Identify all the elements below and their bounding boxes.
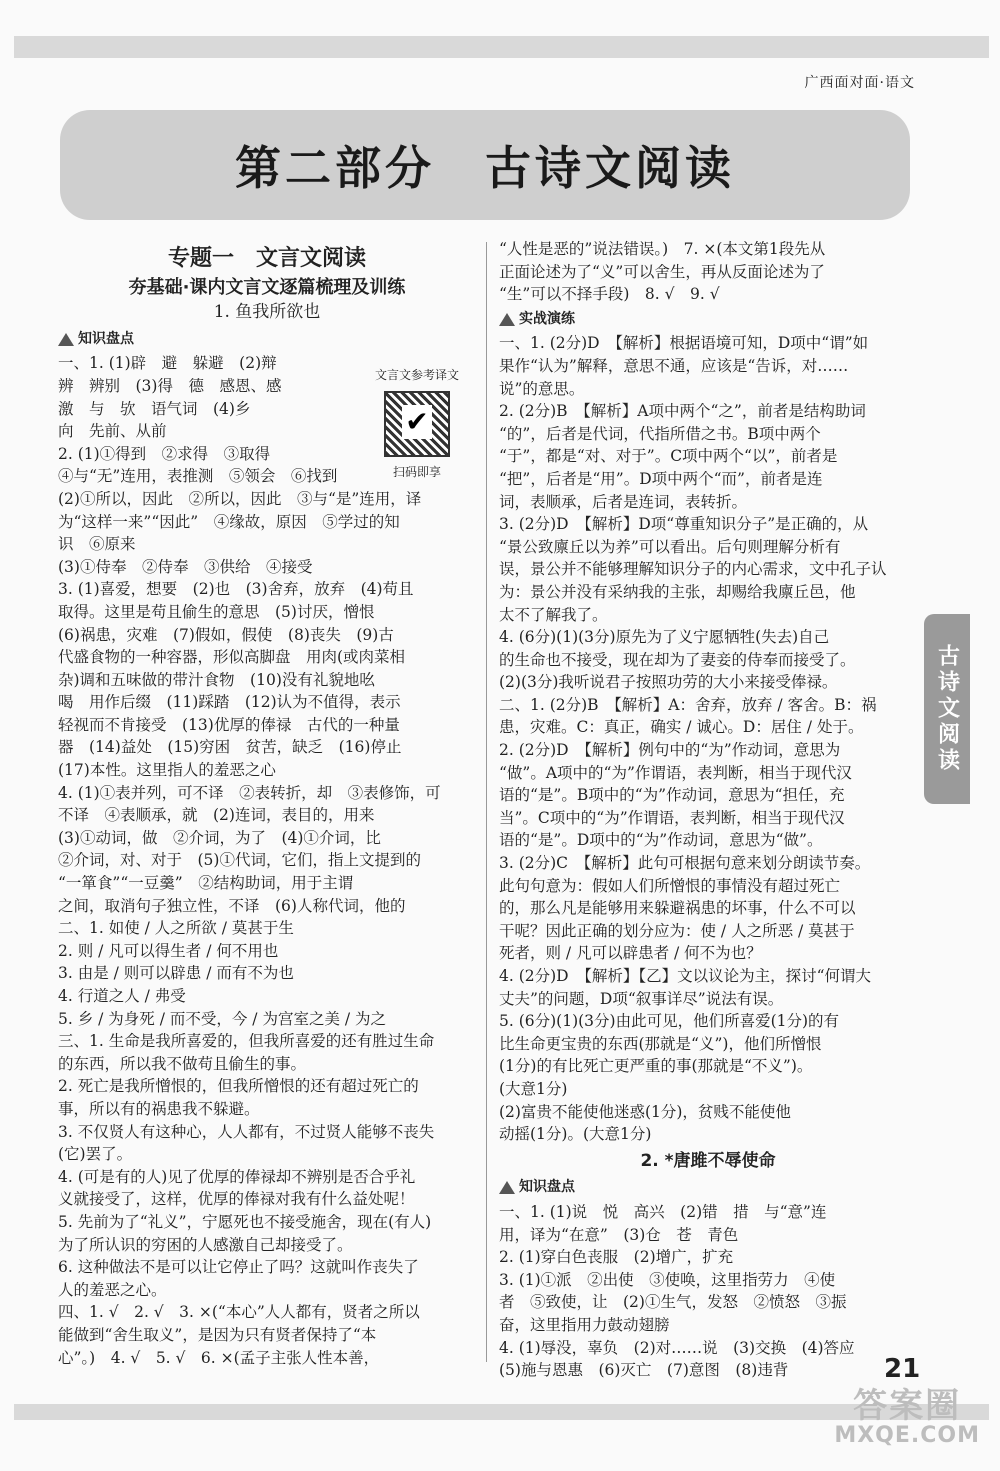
answer-line: 的生命也不接受，现在却为了妻妾的侍奉而接受了。 — [499, 650, 856, 669]
answer-line: 正面论述为了“义”可以舍生，再从反面论述为了 — [499, 262, 825, 281]
answer-line: 4. 行道之人 / 弗受 — [58, 987, 186, 1005]
answer-line: 心”。) 4. √ 5. √ 6. ×(孟子主张人性本善， — [58, 1348, 380, 1367]
answer-line: 3. (2分)D 【解析】D项“尊重知识分子”是正确的，从 — [499, 515, 869, 534]
answer-line: 识 ⑥原来 — [58, 535, 136, 554]
answer-line: 3. (1)①派 ②出使 ③使唤，这里指劳力 ④使 — [499, 1270, 836, 1289]
answer-line: 一、1. (1)说 悦 高兴 (2)错 措 与“意”连 — [499, 1202, 827, 1221]
triangle-icon — [58, 333, 74, 346]
answer-line: 三、1. 生命是我所喜爱的，但我所喜爱的还有胜过生命 — [58, 1032, 435, 1051]
section-label: 知识盘点 — [78, 330, 134, 347]
answer-line: “做”。A项中的“为”作谓语，表判断，相当于现代汉 — [499, 763, 852, 782]
answer-line: 比生命更宝贵的东西(那就是“义”)，他们所憎恨 — [499, 1034, 822, 1053]
answer-line: 人的羞恶之心。 — [58, 1280, 167, 1299]
answer-line: 者 ⑤致使，让 (2)①生气，发怒 ②愤怒 ③振 — [499, 1293, 847, 1312]
answer-line: 此句句意为：假如人们所憎恨的事情没有超过死亡 — [499, 876, 841, 895]
answer-line: ②介词，对、对于 (5)①代词，它们，指上文提到的 — [58, 851, 421, 870]
answer-line: 二、1. (2分)B 【解析】A：舍弃，放弃 / 客舍。B：祸 — [499, 695, 877, 714]
answer-line: 动摇(1分)。(大意1分) — [499, 1125, 652, 1144]
qr-code-icon[interactable] — [384, 391, 450, 457]
answer-line: (2)(3分)我听说君子按照功劳的大小来接受俸禄。 — [499, 673, 838, 692]
answer-line: 词，表顺承，后者是连词，表转折。 — [499, 492, 748, 511]
answer-line: 不译 ④表顺承，就 (2)连词，表目的，用来 — [58, 806, 375, 825]
watermark-site: MXQE.COM — [834, 1423, 980, 1448]
triangle-icon — [499, 313, 515, 326]
answer-line: 当”。C项中的“为”作谓语，表判断，相当于现代汉 — [499, 808, 845, 827]
answer-line: 轻视而不肯接受 (13)优厚的俸禄 古代的一种量 — [58, 715, 400, 734]
answer-line: (大意1分) — [499, 1079, 568, 1098]
answer-line: (17)本性。这里指人的羞恶之心 — [58, 761, 276, 780]
answer-line: (它)罢了。 — [58, 1145, 133, 1164]
answer-line: 6. 这种做法不是可以让它停止了吗？这就叫作丧失了 — [58, 1258, 419, 1277]
page-number: 21 — [884, 1354, 921, 1384]
answer-line: 能做到“舍生取义”，是因为只有贤者保持了“本 — [58, 1325, 377, 1344]
answer-line: (3)①动词，做 ②介词，为了 (4)①介词，比 — [58, 828, 381, 847]
lesson-title: 1. 鱼我所欲也 — [213, 302, 321, 323]
answer-line: 器 (14)益处 (15)穷困 贫苦，缺乏 (16)停止 — [58, 738, 402, 757]
section-subtitle: 夯基础·课内文言文逐篇梳理及训练 — [128, 276, 406, 298]
answer-line: (1分)的有比死亡更严重的事(那就是“不义”)。 — [499, 1057, 813, 1076]
answer-line: 四、1. √ 2. √ 3. ×(“本心”人人都有，贤者之所以 — [58, 1303, 420, 1322]
answer-line: 杂)调和五味做的带汁食物 (10)没有礼貌地吆 — [58, 670, 375, 689]
side-tab[interactable]: 古诗文阅读 — [924, 614, 970, 804]
answer-line: 4. (1)辱没，辜负 (2)对……说 (3)交换 (4)答应 — [499, 1338, 855, 1357]
answer-line: (6)祸患，灾难 (7)假如，假使 (8)丧失 (9)古 — [58, 625, 394, 644]
topic-title: 专题一 文言文阅读 — [167, 246, 366, 271]
answer-list — [58, 352, 476, 1369]
answer-line: 4. (6分)(1)(3分)原先为了义宁愿牺牲(失去)自己 — [499, 628, 830, 647]
answer-line: 一、1. (2分)D 【解析】根据语境可知，D项中“谓”如 — [499, 334, 869, 353]
left-column — [58, 238, 476, 1369]
answer-line: 为了所认识的穷困的人感激自己却接受了。 — [58, 1235, 353, 1254]
answer-line: 干呢？因此正确的划分应为：使 / 人之所恶 / 莫甚于 — [499, 921, 855, 940]
answer-line: “于”，都是“对、对于”。C项中两个“以”，前者是 — [499, 447, 838, 466]
answer-line: 2. (2分)B 【解析】A项中两个“之”，前者是结构助词 — [499, 402, 866, 421]
watermark-logo — [834, 1378, 980, 1448]
answer-line: 死者，则 / 凡可以辟患者 / 何不为也？ — [499, 944, 762, 963]
section-heading — [58, 328, 476, 351]
answer-line: “景公致廪丘以为养”可以看出。后句则理解分析有 — [499, 537, 841, 556]
answer-line: (5)施与恩惠 (6)灭亡 (7)意图 (8)违背 — [499, 1361, 789, 1380]
answer-line: 3. 不仅贤人有这种心，人人都有，不过贤人能够不丧失 — [58, 1122, 435, 1141]
section-heading — [499, 308, 917, 331]
answer-line: 激 与 欤 语气词 (4)乡 — [58, 399, 251, 418]
answer-list — [499, 238, 917, 306]
part-banner — [60, 110, 910, 220]
answer-line: 4. (可是有的人)见了优厚的俸禄却不辨别是否合乎礼 — [58, 1167, 416, 1186]
lesson-title: 2. *唐雎不辱使命 — [640, 1150, 776, 1171]
answer-line: 二、1. 如使 / 人之所欲 / 莫甚于生 — [58, 919, 294, 938]
answer-line: 代盛食物的一种容器，形似高脚盘 用肉(或肉菜相 — [58, 648, 406, 667]
answer-line: “生”可以不择手段) 8. √ 9. √ — [499, 285, 720, 304]
answer-line: 4. (2分)D 【解析】【乙】文以议论为主，探讨“何谓大 — [499, 967, 872, 985]
answer-line: 2. (1)穿白色丧服 (2)增广，扩充 — [499, 1248, 734, 1267]
answer-line: 用，译为“在意” (3)仓 苍 青色 — [499, 1225, 739, 1244]
watermark-brand: 答案圈 — [853, 1386, 962, 1426]
answer-line: 为：景公并没有采纳我的主张，却赐给我廪丘邑，他 — [499, 582, 856, 601]
answer-line: 5. 先前为了“礼义”，宁愿死也不接受施舍，现在(有人) — [58, 1212, 432, 1231]
answer-line: 果作“认为”解释，意思不通，应该是“告诉，对…… — [499, 356, 849, 375]
answer-line: 说”的意思。 — [499, 379, 585, 398]
answer-line: 辨 辨别 (3)得 德 感恩、感 — [58, 376, 282, 395]
answer-line: “一箪食”“一豆羹” ②结构助词，用于主谓 — [58, 874, 354, 893]
answer-line: 3. (1)喜爱，想要 (2)也 (3)舍弃，放弃 (4)苟且 — [58, 580, 414, 599]
answer-line: “把”，后者是“用”。D项中两个“而”，前者是连 — [499, 469, 823, 488]
answer-line: (2)富贵不能使他迷惑(1分)，贫贱不能使他 — [499, 1102, 791, 1121]
qr-caption-bottom: 扫码即享 — [392, 464, 441, 479]
answer-line: 3. (2分)C 【解析】此句可根据句意来划分朗读节奏。 — [499, 854, 871, 873]
right-column — [499, 238, 917, 1382]
answer-line: 为“这样一来”“因此” ④缘故，原因 ⑤学过的知 — [58, 512, 400, 531]
answer-line: 太不了解我了。 — [499, 605, 608, 624]
qr-caption-top: 文言文参考译文 — [374, 368, 459, 382]
qr-block[interactable] — [358, 364, 476, 483]
answer-line: 取得。这里是苟且偷生的意思 (5)讨厌，憎恨 — [58, 602, 375, 621]
answer-line: (3)①侍奉 ②侍奉 ③供给 ④接受 — [58, 557, 313, 576]
answer-line: 的东西，所以我不做苟且偷生的事。 — [58, 1054, 307, 1073]
part-title: 第二部分 古诗文阅读 — [235, 141, 735, 195]
answer-line: 2. 则 / 凡可以得生者 / 何不用也 — [58, 941, 279, 960]
answer-line: 的，那么凡是能够用来躲避祸患的坏事，什么不可以 — [499, 899, 856, 918]
answer-line: 一、1. (1)辟 避 躲避 (2)辩 — [58, 354, 277, 373]
column-divider — [486, 242, 487, 1362]
answer-line: 2. 死亡是我所憎恨的，但我所憎恨的还有超过死亡的 — [58, 1077, 419, 1096]
answer-line: 语的“是”。D项中的“为”作动词，意思为“做”。 — [499, 831, 823, 850]
answer-line: 5. 乡 / 为身死 / 而不受，今 / 为宫室之美 / 为之 — [58, 1009, 387, 1028]
answer-line: (2)①所以，因此 ②所以，因此 ③与“是”连用，译 — [58, 489, 422, 508]
answer-line: “人性是恶的”说法错误。) 7. ×(本文第1段先从 — [499, 240, 826, 258]
section-label: 实战演练 — [519, 310, 575, 327]
section-label: 知识盘点 — [519, 1179, 575, 1196]
section-heading — [499, 1176, 917, 1199]
top-band — [14, 36, 989, 58]
answer-line: 2. (1)①得到 ②求得 ③取得 — [58, 444, 271, 463]
answer-line: 丈夫”的问题，D项“叙事详尽”说法有误。 — [499, 989, 784, 1008]
answer-line: 义就接受了，这样，优厚的俸禄对我有什么益处呢！ — [58, 1190, 415, 1209]
answer-line: 2. (2分)D 【解析】例句中的“为”作动词，意思为 — [499, 741, 841, 760]
answer-line: 喝 用作后缀 (11)踩踏 (12)认为不值得，表示 — [58, 693, 401, 712]
answer-line: 向 先前、从前 — [58, 422, 167, 441]
answer-line: 4. (1)①表并列，可不译 ②表转折，却 ③表修饰，可 — [58, 783, 441, 802]
answer-line: 奋，这里指用力鼓动翅膀 — [499, 1315, 670, 1334]
page-header: 广西面对面·语文 — [804, 75, 915, 91]
answer-line: 语的“是”。B项中的“为”作动词，意思为“担任，充 — [499, 786, 845, 805]
answer-list — [499, 332, 917, 1145]
triangle-icon — [499, 1181, 515, 1194]
answer-line: ④与“无”连用，表推测 ⑤领会 ⑥找到 — [58, 467, 338, 486]
answer-line: 5. (6分)(1)(3分)由此可见，他们所喜爱(1分)的有 — [499, 1012, 840, 1031]
answer-line: “的”，后者是代词，代指所借之书。B项中两个 — [499, 424, 821, 443]
answer-line: 3. 由是 / 则可以辟患 / 而有不为也 — [58, 964, 294, 983]
answer-line: 患，灾难。C：真正，确实 / 诚心。D：居住 / 处于。 — [499, 718, 864, 737]
answer-line: 误，景公并不能够理解知识分子的内心需求，文中孔子认 — [499, 560, 887, 579]
answer-line: 之间，取消句子独立性，不译 (6)人称代词，他的 — [58, 896, 406, 915]
answer-line: 事，所以有的祸患我不躲避。 — [58, 1099, 260, 1118]
answer-list — [499, 1201, 917, 1382]
